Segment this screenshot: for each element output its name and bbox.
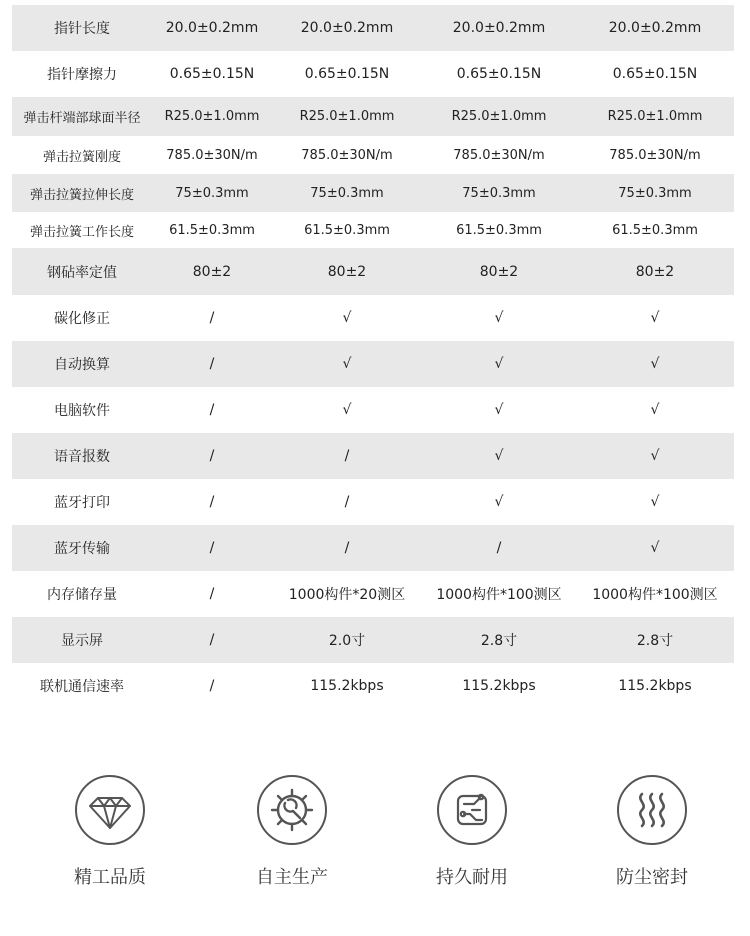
feature-badge [437,775,507,845]
row-value: √ [494,448,504,464]
row-label: 内存储存量 [47,587,117,603]
table-row [12,248,734,295]
table-row [12,212,734,248]
row-value: R25.0±1.0mm [451,109,547,124]
row-value: 785.0±30N/m [301,147,393,163]
row-value: 61.5±0.3mm [456,222,542,238]
row-value: 80±2 [635,263,675,280]
row-label: 蓝牙打印 [54,495,110,511]
feature-production [212,775,372,889]
row-value: √ [650,402,660,418]
row-value: 75±0.3mm [618,185,692,201]
feature-quality [30,775,190,889]
row-value: √ [494,356,504,372]
row-value: 0.65±0.15N [304,66,390,82]
row-value: / [209,540,215,556]
row-value: 75±0.3mm [310,185,384,201]
row-value: 75±0.3mm [462,185,536,201]
feature-badge [617,775,687,845]
row-value: 2.8寸 [636,633,674,649]
diamond-icon [88,788,132,832]
row-label: 弹击杆端部球面半径 [23,111,141,126]
table-row [12,663,734,709]
row-value: 1000构件*20测区 [288,587,406,603]
table-row [12,617,734,663]
table-row [12,341,734,387]
row-value: √ [494,310,504,326]
row-value: 115.2kbps [618,678,692,694]
row-value: √ [650,356,660,372]
feature-label: 防尘密封 [616,867,688,888]
feature-badge [257,775,327,845]
row-value: 785.0±30N/m [166,147,258,163]
row-value: / [344,540,350,556]
row-value: √ [650,494,660,510]
row-value: / [209,356,215,372]
row-label: 语音报数 [54,449,110,465]
row-value: 2.8寸 [480,633,518,649]
row-value: √ [650,540,660,556]
row-label: 蓝牙传输 [54,541,110,557]
table-row [12,174,734,212]
row-value: 0.65±0.15N [612,66,698,82]
feature-badge [75,775,145,845]
row-value: √ [494,494,504,510]
feature-strip [12,775,734,895]
row-value: / [209,678,215,694]
table-row [12,571,734,617]
row-label: 自动换算 [54,357,110,373]
table-row [12,97,734,136]
circuit-icon [450,788,494,832]
row-label: 显示屏 [61,633,103,649]
row-value: 1000构件*100测区 [436,587,562,603]
row-label: 联机通信速率 [40,679,124,695]
row-label: 弹击拉簧拉伸长度 [29,187,134,203]
row-value: 75±0.3mm [175,185,249,201]
row-value: √ [342,310,352,326]
row-label: 钢砧率定值 [47,264,117,281]
row-value: R25.0±1.0mm [299,109,395,124]
row-value: 0.65±0.15N [169,66,255,82]
table-row [12,5,734,51]
row-value: 115.2kbps [462,678,536,694]
row-value: 115.2kbps [310,678,384,694]
row-value: R25.0±1.0mm [607,109,703,124]
spec-table [12,5,734,709]
table-row [12,295,734,341]
row-value: 61.5±0.3mm [612,222,698,238]
row-value: / [209,310,215,326]
row-value: √ [342,356,352,372]
table-row [12,51,734,97]
row-value: √ [494,402,504,418]
row-label: 指针摩擦力 [47,67,117,83]
row-value: / [209,448,215,464]
row-label: 电脑软件 [54,403,110,419]
table-row [12,479,734,525]
row-value: 80±2 [192,263,232,280]
row-value: 1000构件*100测区 [592,587,718,603]
row-value: / [209,494,215,510]
table-row [12,525,734,571]
row-label: 弹击拉簧刚度 [42,149,121,165]
row-value: / [344,448,350,464]
row-value: 785.0±30N/m [453,147,545,163]
row-value: / [209,586,215,602]
feature-durability [392,775,552,889]
row-value: 61.5±0.3mm [169,222,255,238]
feature-dustproof [572,775,732,889]
row-value: 20.0±0.2mm [452,20,546,36]
row-value: 20.0±0.2mm [165,20,259,36]
feature-label: 持久耐用 [436,867,508,888]
row-value: R25.0±1.0mm [164,109,260,124]
row-value: 20.0±0.2mm [300,20,394,36]
row-value: / [209,632,215,648]
row-value: / [209,402,215,418]
row-value: 0.65±0.15N [456,66,542,82]
row-value: √ [342,402,352,418]
table-row [12,136,734,174]
row-value: 80±2 [327,263,367,280]
row-value: √ [650,448,660,464]
row-value: 20.0±0.2mm [608,20,702,36]
row-value: 61.5±0.3mm [304,222,390,238]
feature-label: 精工品质 [74,867,146,888]
row-value: 2.0寸 [328,633,366,649]
table-row [12,433,734,479]
row-value: √ [650,310,660,326]
row-value: / [344,494,350,510]
heat-waves-icon [630,788,674,832]
row-label: 碳化修正 [54,311,110,327]
row-value: / [496,540,502,556]
row-label: 指针长度 [54,21,110,37]
feature-label: 自主生产 [256,867,328,888]
row-value: 80±2 [479,263,519,280]
table-row [12,387,734,433]
row-label: 弹击拉簧工作长度 [29,224,134,240]
row-value: 785.0±30N/m [609,147,701,163]
gear-wrench-icon [268,786,316,834]
